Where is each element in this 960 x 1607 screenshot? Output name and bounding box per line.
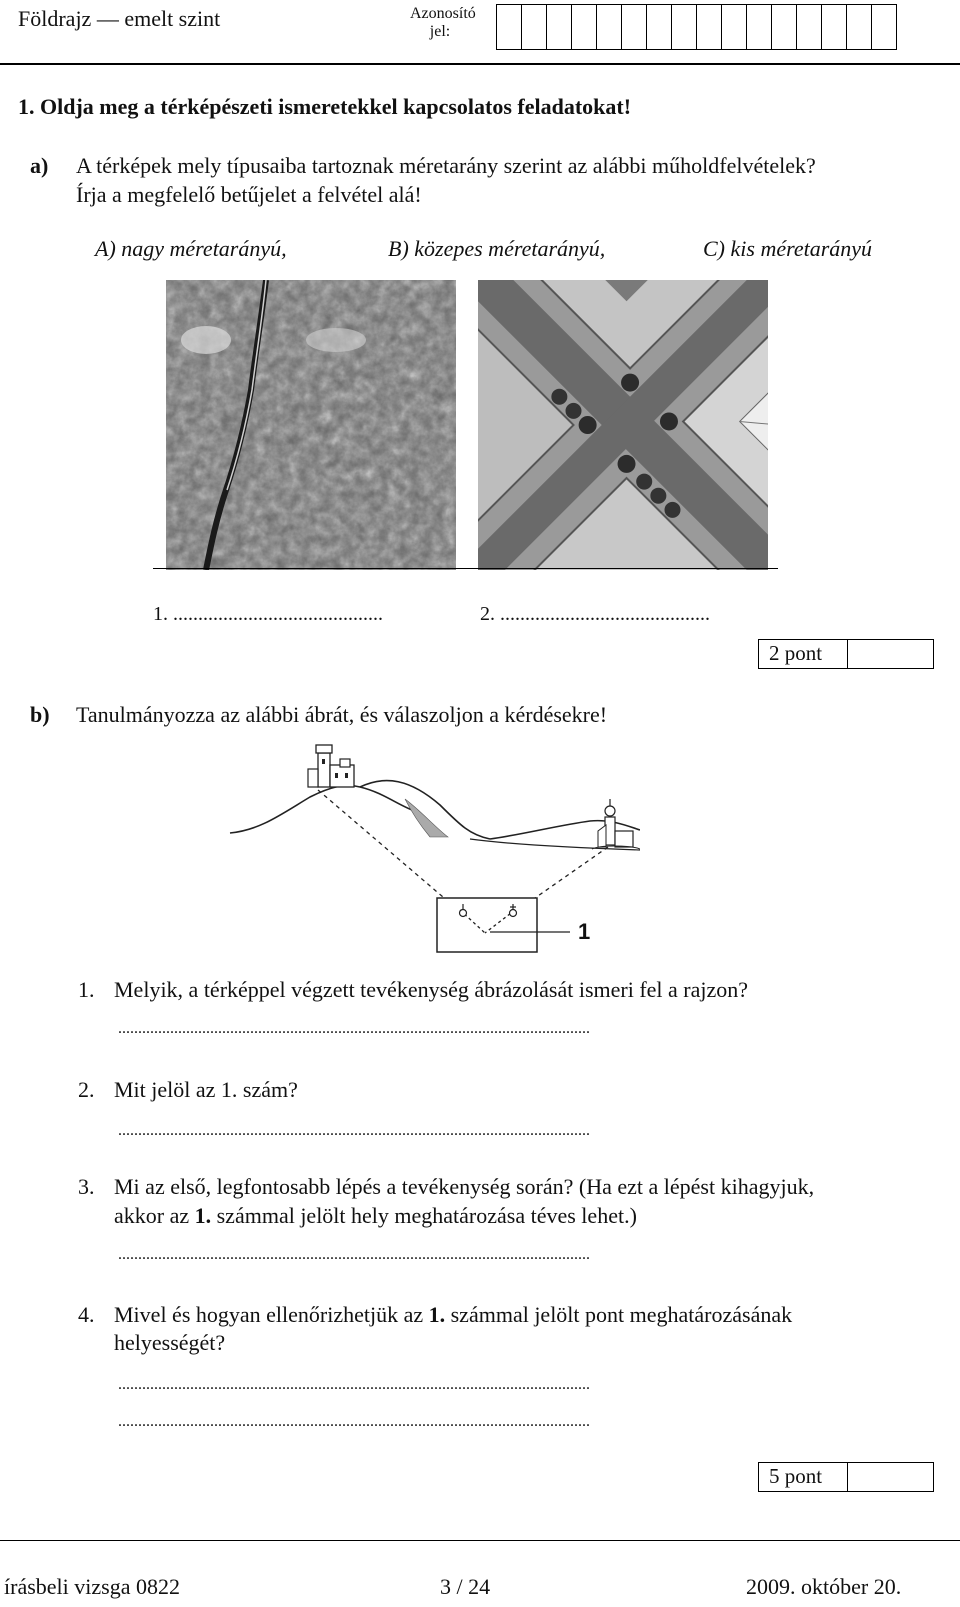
- header-rule: [0, 63, 960, 65]
- id-label: Azonosító jel:: [410, 5, 476, 40]
- id-box[interactable]: [672, 4, 697, 50]
- satellite-image-1: [166, 280, 456, 570]
- q4-line1: Mivel és hogyan ellenőrizhetjük az 1. számmal jelölt pont meghatározásának: [114, 1302, 793, 1327]
- id-box[interactable]: [497, 4, 522, 50]
- header-subject: Földrajz — emelt szint: [18, 6, 221, 31]
- id-box[interactable]: [797, 4, 822, 50]
- option-a: A) nagy méretarányú,: [95, 236, 287, 261]
- q4-line2: helyességét?: [114, 1330, 226, 1355]
- id-box[interactable]: [547, 4, 572, 50]
- score-box-a: [758, 639, 934, 669]
- q4-number: 4.: [78, 1302, 95, 1327]
- part-a-label: a): [30, 153, 49, 178]
- footer-exam-code: írásbeli vizsga 0822: [4, 1574, 180, 1599]
- answer-2[interactable]: 2. ..........................................: [480, 603, 710, 625]
- answer-1[interactable]: 1. ..........................................: [153, 603, 383, 625]
- task-number: 1.: [18, 94, 35, 119]
- option-b: B) közepes méretarányú,: [388, 236, 606, 261]
- id-box[interactable]: [572, 4, 597, 50]
- part-a-line1: A térképek mely típusaiba tartoznak méretarány szerint az alábbi műholdfelvételek?: [76, 153, 816, 178]
- id-box[interactable]: [622, 4, 647, 50]
- score-label: 2 pont: [758, 639, 848, 669]
- q3-line2: akkor az 1. számmal jelölt hely meghatározása téves lehet.): [114, 1203, 637, 1228]
- score-box-b: [758, 1462, 934, 1492]
- q2-answer-line[interactable]: ......................................................................................................................: [118, 1122, 590, 1139]
- id-box[interactable]: [872, 4, 897, 50]
- score-input[interactable]: [848, 639, 934, 669]
- q1-text: Melyik, a térképpel végzett tevékenység ábrázolását ismeri fel a rajzon?: [114, 977, 749, 1002]
- q1-answer-line[interactable]: ......................................................................................................................: [118, 1020, 590, 1037]
- option-c: C) kis méretarányú: [703, 236, 873, 261]
- id-box[interactable]: [647, 4, 672, 50]
- q3-line1: Mi az első, legfontosabb lépés a tevékenység során? (Ha ezt a lépést kihagyjuk,: [114, 1174, 815, 1199]
- image-baseline: [153, 568, 778, 569]
- id-box[interactable]: [697, 4, 722, 50]
- q2-text: Mit jelöl az 1. szám?: [114, 1077, 298, 1102]
- part-a-line2: Írja a megfelelő betűjelet a felvétel alá!: [76, 182, 422, 207]
- score-input[interactable]: [848, 1462, 934, 1492]
- figure-label: 1: [578, 919, 591, 944]
- church-icon: [592, 799, 640, 849]
- q4-answer-line-1[interactable]: ......................................................................................................................: [118, 1376, 590, 1393]
- task-title: Oldja meg a térképészeti ismeretekkel kapcsolatos feladatokat!: [40, 94, 632, 119]
- footer-page-number: 3 / 24: [440, 1574, 491, 1599]
- id-box[interactable]: [772, 4, 797, 50]
- id-box[interactable]: [822, 4, 847, 50]
- q4-answer-line-2[interactable]: ......................................................................................................................: [118, 1413, 590, 1430]
- part-b-label: b): [30, 702, 50, 727]
- q1-number: 1.: [78, 977, 95, 1002]
- id-box[interactable]: [847, 4, 872, 50]
- id-box[interactable]: [522, 4, 547, 50]
- footer-date: 2009. október 20.: [746, 1574, 902, 1599]
- id-box[interactable]: [722, 4, 747, 50]
- castle-icon: [308, 745, 354, 787]
- id-boxes[interactable]: [496, 4, 897, 50]
- q2-number: 2.: [78, 1077, 95, 1102]
- footer-rule: [0, 1540, 960, 1541]
- id-box[interactable]: [597, 4, 622, 50]
- id-box[interactable]: [747, 4, 772, 50]
- q3-answer-line[interactable]: ......................................................................................................................: [118, 1246, 590, 1263]
- q3-number: 3.: [78, 1174, 95, 1199]
- resection-figure: [220, 735, 640, 960]
- part-b-intro: Tanulmányozza az alábbi ábrát, és válaszoljon a kérdésekre!: [76, 702, 608, 727]
- score-label: 5 pont: [758, 1462, 848, 1492]
- satellite-image-2: [478, 280, 768, 570]
